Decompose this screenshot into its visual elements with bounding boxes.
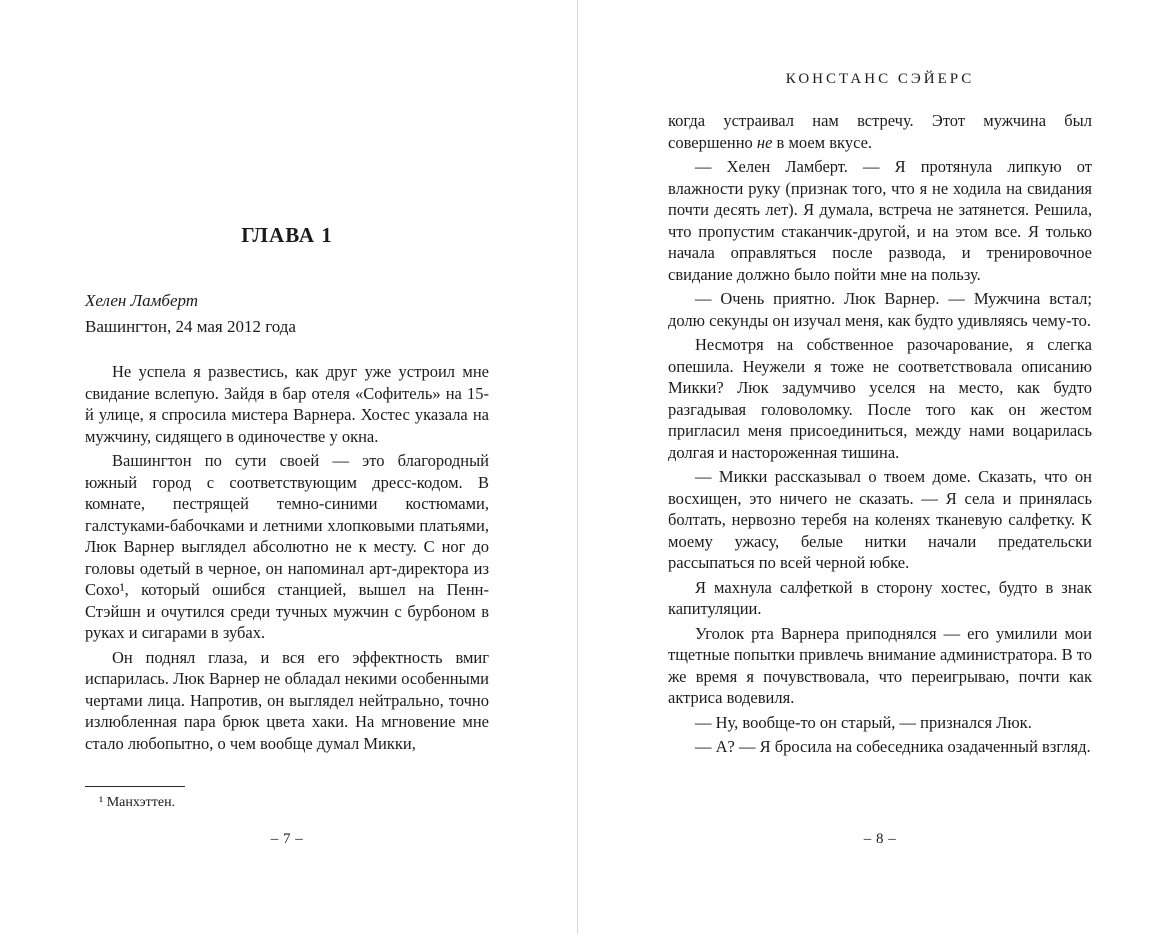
byline: Хелен Ламберт <box>85 291 199 310</box>
left-page-text-block <box>85 0 489 757</box>
paragraph-continued-post: в моем вкусе. <box>772 132 873 152</box>
paragraph-continued <box>668 110 1092 153</box>
page-number-right: – 8 – <box>863 831 897 847</box>
paragraph: — Хелен Ламберт. — Я протянула липкую от влажности руку (признак того, что я не ходила на свидания почти десять лет). Я думала, встреча не затянется. Решила, что пропустим стаканчик-другой, и на этом все. Я только начала оправляться после развода, и тренировочное свидание должно было пойти мне на пользу. <box>668 157 1092 284</box>
paragraph: Не успела я развестись, как друг уже устроил мне свидание вслепую. Зайдя в бар отеля «Софитель» на 15-й улице, я спросила мистера Варнера. Хостес указала на мужчину, сидящего в одиночестве у окна. <box>85 362 489 446</box>
right-page <box>578 0 1155 934</box>
paragraph: Я махнула салфеткой в сторону хостес, будто в знак капитуляции. <box>668 577 1092 618</box>
page-number-left: – 7 – <box>270 831 304 847</box>
running-header: КОНСТАНС СЭЙЕРС <box>785 71 975 87</box>
paragraph: — А? — Я бросила на собеседника озадаченный взгляд. <box>695 737 1091 756</box>
chapter-title: ГЛАВА 1 <box>241 223 333 247</box>
paragraph-continued-pre: когда устраивал нам встречу. Этот мужчина был совершенно <box>668 111 1092 152</box>
footnote: ¹ Манхэттен. <box>99 795 176 810</box>
dateline: Вашингтон, 24 мая 2012 года <box>85 316 296 336</box>
paragraph-continued-emphasis: не <box>756 132 773 152</box>
paragraph: — Очень приятно. Люк Варнер. — Мужчина встал; долю секунды он изучал меня, как будто удивляясь чему-то. <box>668 289 1092 330</box>
right-page-text-block <box>668 0 1092 761</box>
footnote-rule <box>85 786 185 787</box>
footnote-block <box>85 786 489 811</box>
paragraph: Несмотря на собственное разочарование, я слегка опешила. Неужели я тоже не соответствовала описанию Микки? Люк задумчиво уселся на место, как будто разгадывая головоломку. После того как он жестом пригласил меня присоединиться, между нами воцарилась долгая и настороженная тишина. <box>668 335 1092 462</box>
paragraph: Он поднял глаза, и вся его эффектность вмиг испарилась. Люк Варнер не обладал некими особенными чертами лица. Напротив, он выглядел нейтрально, точно излюбленная пара брюк цвета хаки. На мгновение мне стало любопытно, о чем вообще думал Микки, <box>85 647 489 753</box>
paragraph: Вашингтон по сути своей — это благородный южный город с соответствующим дресс-кодом. В комнате, пестрящей темно-синими костюмами, галстуками-бабочками и летними хлопковыми платьями, Люк Варнер выглядел абсолютно не к месту. С ног до головы одетый в черное, он напоминал арт-директора из Сохо¹, который ошибся станцией, вышел на Пенн-Стэйшн и очутился среди тучных мужчин с бурбоном в руках и сигарами в зубах. <box>85 451 489 642</box>
paragraph: — Микки рассказывал о твоем доме. Сказать, что он восхищен, это ничего не сказать. — Я села и принялась болтать, нервозно теребя на коленях тканевую салфетку. К моему ужасу, белые нитки начали предательски рассыпаться по всей черной юбке. <box>668 467 1092 572</box>
paragraph: — Ну, вообще-то он старый, — признался Люк. <box>695 712 1032 732</box>
paragraph: Уголок рта Варнера приподнялся — его умилили мои тщетные попытки привлечь внимание администратора. В то же время я почувствовала, что переигрываю, почти как актриса водевиля. <box>668 623 1092 707</box>
